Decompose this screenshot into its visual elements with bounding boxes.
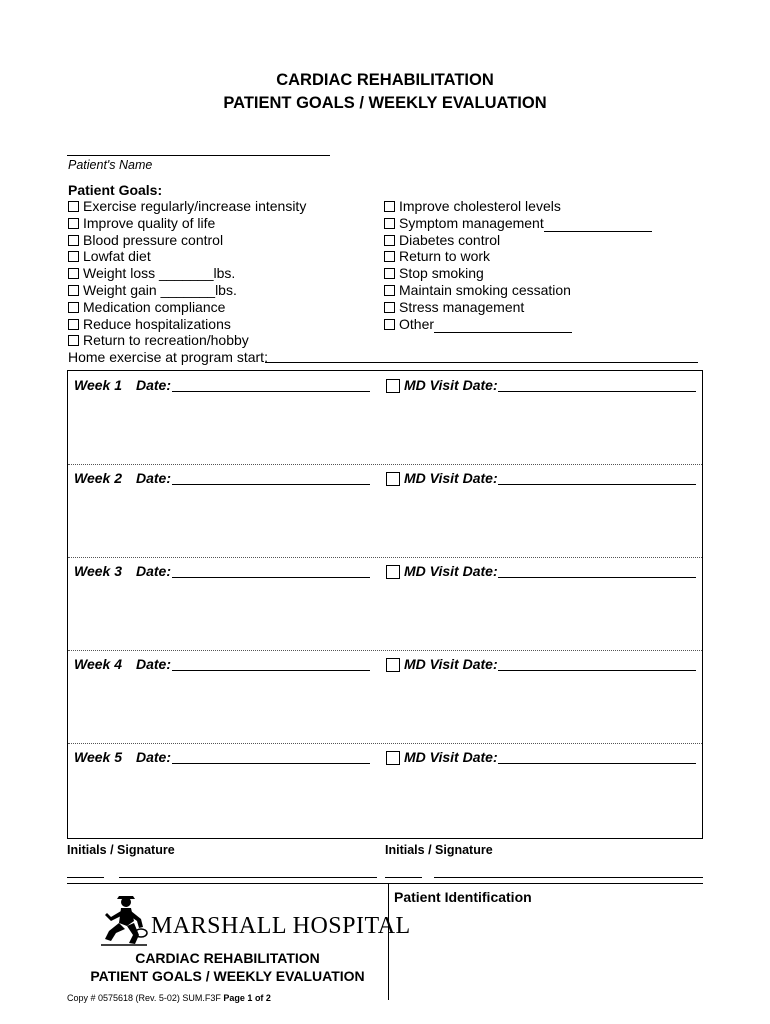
checkbox[interactable]	[68, 268, 79, 279]
week-3-date-field[interactable]	[172, 577, 370, 578]
other-blank[interactable]	[434, 316, 572, 333]
initials-field-right[interactable]	[385, 877, 422, 878]
goal-other[interactable]: Other	[384, 316, 572, 333]
week-2-date-field[interactable]	[172, 484, 370, 485]
form-title-line1: CARDIAC REHABILITATION	[276, 71, 494, 89]
goal-weight-gain[interactable]: Weight gain _______lbs.	[68, 282, 237, 298]
initials-signature-label-left: Initials / Signature	[67, 843, 175, 857]
initials-signature-label-right: Initials / Signature	[385, 843, 493, 857]
checkbox[interactable]	[384, 251, 395, 262]
footer-vertical-divider	[388, 883, 389, 1000]
week-4-md-visit-checkbox[interactable]	[386, 658, 400, 672]
checkbox[interactable]	[384, 201, 395, 212]
goal-smoking-cessation[interactable]: Maintain smoking cessation	[384, 282, 571, 298]
checkbox[interactable]	[384, 235, 395, 246]
home-exercise-field[interactable]	[265, 362, 698, 363]
goal-blood-pressure[interactable]: Blood pressure control	[68, 232, 223, 248]
week-4-date-label: Date:	[136, 656, 172, 672]
footer-title-line1: CARDIAC REHABILITATION	[135, 950, 320, 966]
checkbox[interactable]	[384, 302, 395, 313]
week-4-md-visit-field[interactable]	[498, 670, 696, 671]
goal-recreation[interactable]: Return to recreation/hobby	[68, 332, 249, 348]
goal-cholesterol[interactable]: Improve cholesterol levels	[384, 198, 561, 214]
checkbox[interactable]	[68, 218, 79, 229]
copy-number: Copy # 0575618 (Rev. 5-02) SUM.F3F Page 1 of 2	[67, 993, 271, 1003]
goal-exercise[interactable]: Exercise regularly/increase intensity	[68, 198, 306, 214]
week-5-date-field[interactable]	[172, 763, 370, 764]
row-divider	[68, 743, 702, 744]
checkbox[interactable]	[68, 319, 79, 330]
signature-field-left[interactable]	[119, 877, 377, 878]
initials-field-left[interactable]	[67, 877, 104, 878]
week-2-md-visit-field[interactable]	[498, 484, 696, 485]
goal-diabetes[interactable]: Diabetes control	[384, 232, 500, 248]
week-3-md-visit-field[interactable]	[498, 577, 696, 578]
row-divider	[68, 650, 702, 651]
week-4-md-visit-label: MD Visit Date:	[404, 656, 498, 672]
checkbox[interactable]	[384, 319, 395, 330]
week-3-label: Week 3	[74, 563, 122, 579]
checkbox[interactable]	[68, 335, 79, 346]
week-1-md-visit-label: MD Visit Date:	[404, 377, 498, 393]
checkbox[interactable]	[68, 201, 79, 212]
row-divider	[68, 557, 702, 558]
week-1-label: Week 1	[74, 377, 122, 393]
checkbox[interactable]	[384, 285, 395, 296]
form-title-line2: PATIENT GOALS / WEEKLY EVALUATION	[223, 94, 547, 112]
weekly-evaluation-table	[67, 370, 703, 839]
row-divider	[68, 464, 702, 465]
week-2-label: Week 2	[74, 470, 122, 486]
week-2-date-label: Date:	[136, 470, 172, 486]
week-1-date-label: Date:	[136, 377, 172, 393]
goal-symptom-management[interactable]: Symptom management	[384, 215, 652, 232]
patient-goals-heading: Patient Goals:	[68, 182, 163, 198]
week-4-date-field[interactable]	[172, 670, 370, 671]
week-3-date-label: Date:	[136, 563, 172, 579]
goal-medication[interactable]: Medication compliance	[68, 299, 225, 315]
week-2-md-visit-checkbox[interactable]	[386, 472, 400, 486]
week-4-label: Week 4	[74, 656, 122, 672]
symptom-blank[interactable]	[544, 215, 652, 232]
week-1-md-visit-checkbox[interactable]	[386, 379, 400, 393]
signature-field-right[interactable]	[434, 877, 703, 878]
goal-lowfat-diet[interactable]: Lowfat diet	[68, 248, 151, 264]
hospital-logo-icon	[99, 893, 149, 948]
checkbox[interactable]	[68, 285, 79, 296]
goal-return-to-work[interactable]: Return to work	[384, 248, 490, 264]
checkbox[interactable]	[68, 251, 79, 262]
week-1-md-visit-field[interactable]	[498, 391, 696, 392]
checkbox[interactable]	[384, 268, 395, 279]
home-exercise-row: Home exercise at program start:	[68, 349, 268, 365]
goal-stress[interactable]: Stress management	[384, 299, 524, 315]
week-2-md-visit-label: MD Visit Date:	[404, 470, 498, 486]
footer-title-line2: PATIENT GOALS / WEEKLY EVALUATION	[90, 968, 365, 984]
goal-weight-loss[interactable]: Weight loss _______lbs.	[68, 265, 235, 281]
hospital-name: MARSHALL HOSPITAL	[151, 913, 411, 939]
goal-quality-of-life[interactable]: Improve quality of life	[68, 215, 215, 231]
checkbox[interactable]	[384, 218, 395, 229]
checkbox[interactable]	[68, 302, 79, 313]
goal-stop-smoking[interactable]: Stop smoking	[384, 265, 484, 281]
checkbox[interactable]	[68, 235, 79, 246]
week-5-date-label: Date:	[136, 749, 172, 765]
patient-identification-label: Patient Identification	[394, 889, 532, 905]
week-1-date-field[interactable]	[172, 391, 370, 392]
footer-divider	[67, 883, 703, 884]
patient-name-label: Patient's Name	[68, 158, 153, 172]
week-5-md-visit-label: MD Visit Date:	[404, 749, 498, 765]
week-3-md-visit-label: MD Visit Date:	[404, 563, 498, 579]
week-5-md-visit-checkbox[interactable]	[386, 751, 400, 765]
patient-name-field[interactable]	[67, 155, 330, 156]
week-5-label: Week 5	[74, 749, 122, 765]
week-5-md-visit-field[interactable]	[498, 763, 696, 764]
week-3-md-visit-checkbox[interactable]	[386, 565, 400, 579]
goal-reduce-hospitalizations[interactable]: Reduce hospitalizations	[68, 316, 231, 332]
